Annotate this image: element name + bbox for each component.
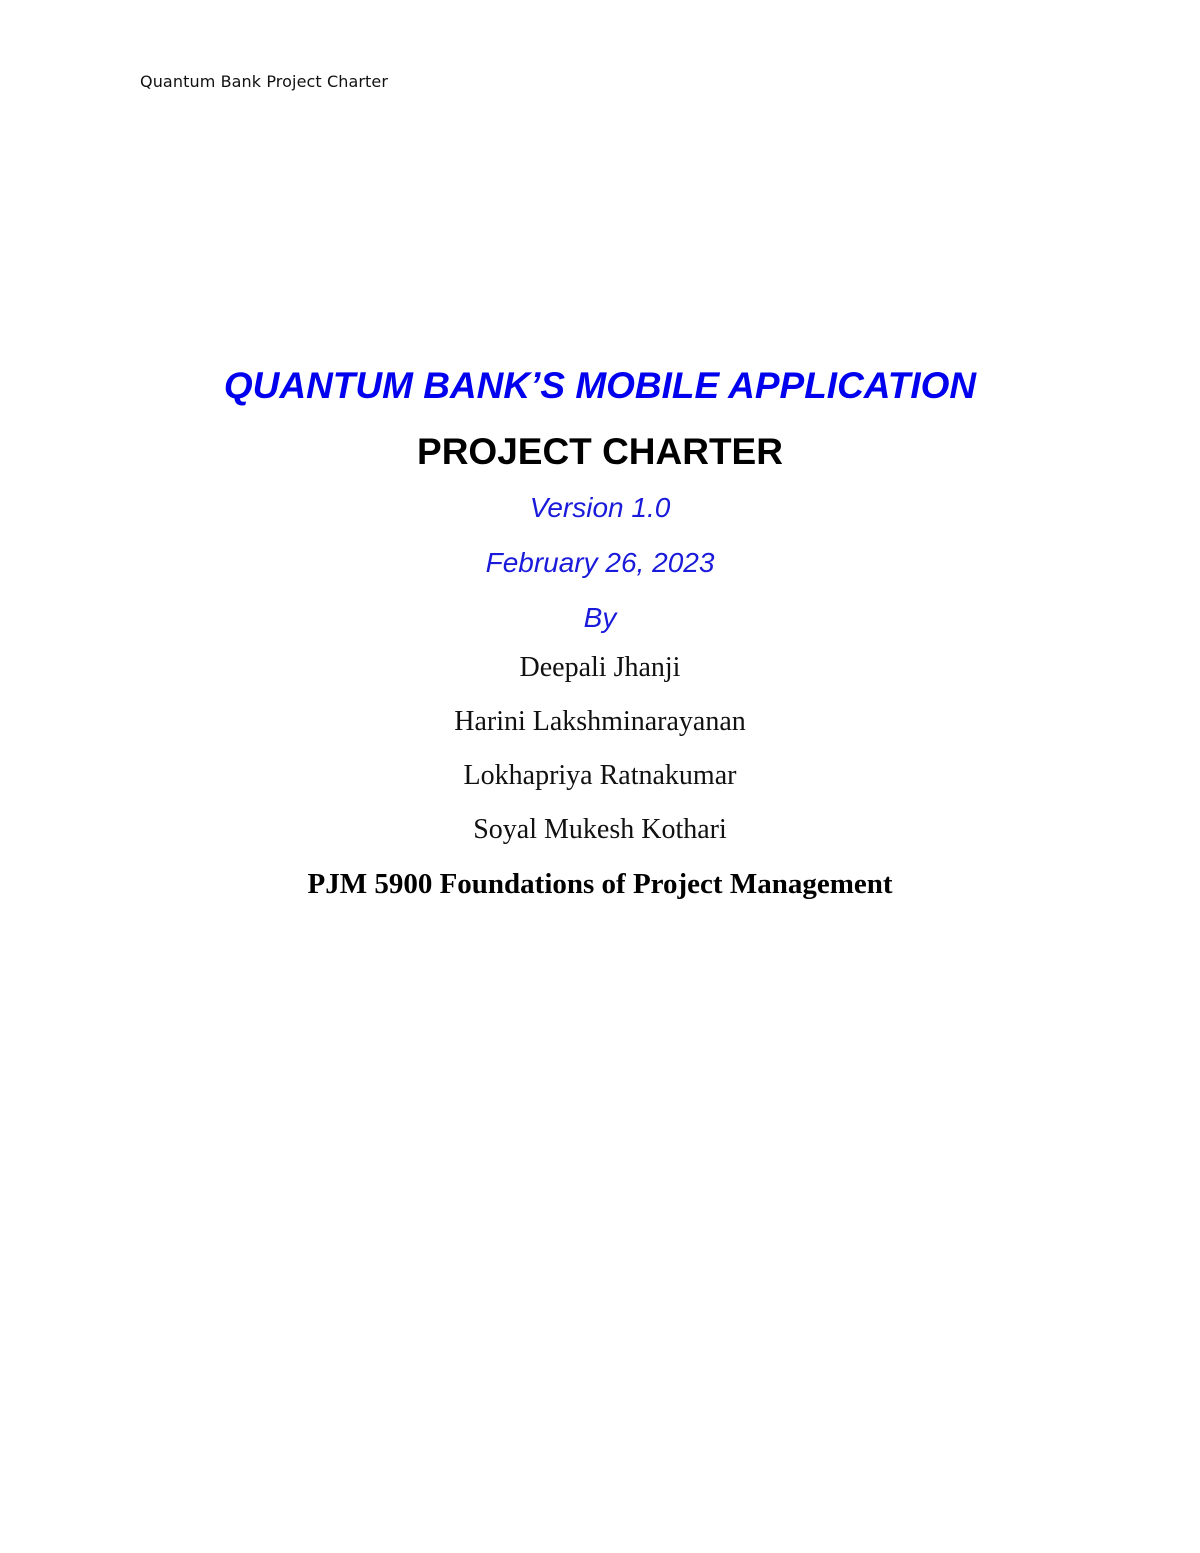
course-title: PJM 5900 Foundations of Project Management (307, 868, 893, 900)
version-label: Version 1.0 (529, 492, 671, 523)
document-type: PROJECT CHARTER (417, 431, 783, 472)
author-list (0, 648, 1200, 850)
author-name: Deepali Jhanji (519, 652, 681, 683)
by-label: By (583, 602, 617, 633)
author-name: Harini Lakshminarayanan (454, 706, 746, 737)
title-block (0, 360, 1200, 904)
running-header: Quantum Bank Project Charter (140, 72, 389, 91)
author-name: Soyal Mukesh Kothari (473, 814, 727, 845)
date-label: February 26, 2023 (485, 547, 715, 578)
main-title: QUANTUM BANK’S MOBILE APPLICATION (223, 365, 977, 406)
author-name: Lokhapriya Ratnakumar (463, 760, 737, 791)
